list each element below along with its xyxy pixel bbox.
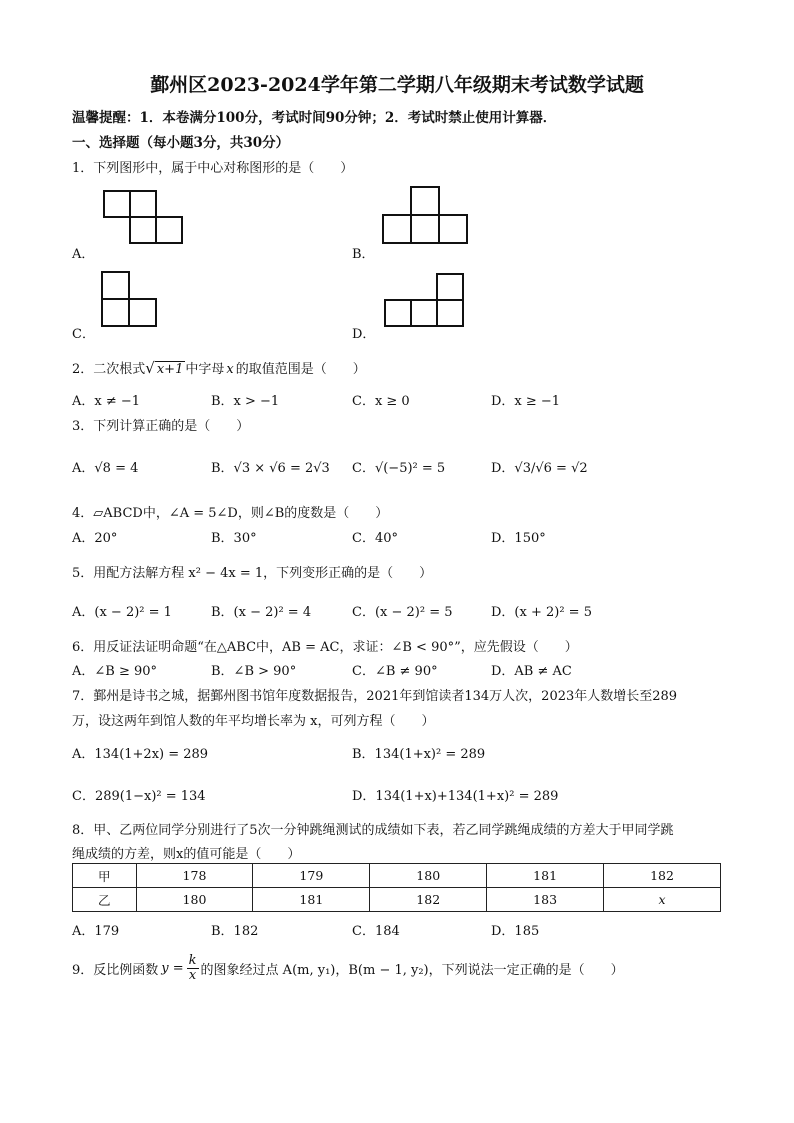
q1-label-b: B． — [352, 247, 375, 262]
q2-option-b: B．x > −1 — [211, 394, 280, 409]
table-cell: 181 — [487, 864, 604, 888]
q4-option-c: C．40° — [352, 531, 398, 546]
question-9-stem — [72, 954, 624, 983]
figure-option-b — [380, 185, 475, 247]
question-5-stem: 5．用配方法解方程 x² − 4x = 1，下列变形正确的是（ ） — [72, 566, 433, 581]
q9-fraction-denominator: x — [188, 968, 197, 983]
q7-option-a: A．134(1+2x) = 289 — [72, 747, 209, 762]
q9-fraction-numerator: k — [188, 953, 197, 968]
table-cell: 182 — [604, 864, 721, 888]
table-cell: 甲 — [73, 864, 137, 888]
q7-option-b: B．134(1+x)² = 289 — [352, 747, 486, 762]
question-3-stem: 3．下列计算正确的是（ ） — [72, 419, 250, 434]
table-cell: 182 — [370, 888, 487, 912]
q8-option-c: C．184 — [352, 924, 400, 939]
q3-option-a: A．√8 = 4 — [72, 461, 139, 476]
table-cell: 179 — [253, 864, 370, 888]
question-7-stem-line-2: 万，设这两年到馆人数的年平均增长率为 x，可列方程（ ） — [72, 714, 435, 729]
q2-stem-part-a: 2．二次根式 — [72, 362, 146, 377]
table-cell: 183 — [487, 888, 604, 912]
table-cell: 180 — [370, 864, 487, 888]
q3-option-c: C．√(−5)² = 5 — [352, 461, 446, 476]
section-heading: 一、选择题（每小题3分，共30分） — [72, 135, 290, 151]
q4-option-d: D．150° — [491, 531, 546, 546]
question-1-stem: 1．下列图形中，属于中心对称图形的是（ ） — [72, 161, 354, 176]
table-cell: 180 — [136, 888, 253, 912]
q2-option-d: D．x ≥ −1 — [491, 394, 561, 409]
table-row — [73, 888, 721, 912]
q6-option-a: A．∠B ≥ 90° — [72, 664, 158, 679]
q1-label-a: A． — [72, 247, 95, 262]
page-title: 鄞州区2023-2024学年第二学期八年级期末考试数学试题 — [150, 74, 644, 96]
q1-label-d: D． — [352, 327, 376, 342]
q6-option-b: B．∠B > 90° — [211, 664, 297, 679]
question-7-stem-line-1: 7．鄞州是诗书之城，据鄞州图书馆年度数据报告，2021年到馆读者134万人次，2023年人数增长至289 — [72, 689, 678, 704]
q9-function-lhs: y = — [161, 961, 184, 976]
table-cell: 178 — [136, 864, 253, 888]
score-table — [72, 863, 721, 912]
figure-option-a — [100, 189, 190, 247]
q7-option-c: C．289(1−x)² = 134 — [72, 789, 206, 804]
figure-option-c — [100, 270, 162, 330]
table-cell: x — [604, 888, 721, 912]
q7-option-d: D．134(1+x)+134(1+x)² = 289 — [352, 789, 559, 804]
q6-option-c: C．∠B ≠ 90° — [352, 664, 438, 679]
q2-variable: x — [226, 362, 234, 377]
q2-radicand: x+1 — [156, 362, 184, 377]
figure-option-d — [383, 272, 471, 330]
q8-option-d: D．185 — [491, 924, 540, 939]
q3-option-d: D．√3/√6 = √2 — [491, 461, 588, 476]
q2-option-c: C．x ≥ 0 — [352, 394, 410, 409]
table-row — [73, 864, 721, 888]
q2-stem-part-b: 中字母 — [185, 362, 225, 377]
q6-option-d: D．AB ≠ AC — [491, 664, 572, 679]
q9-stem-part-b: 的图象经过点 A(m, y₁)，B(m − 1, y₂)，下列说法一定正确的是（ ） — [200, 963, 624, 978]
q1-label-c: C． — [72, 327, 95, 342]
table-cell: 181 — [253, 888, 370, 912]
q9-fraction — [187, 954, 199, 983]
q8-option-b: B．182 — [211, 924, 259, 939]
q9-stem-part-a: 9．反比例函数 — [72, 963, 159, 978]
question-8-stem-line-2: 绳成绩的方差，则x的值可能是（ ） — [72, 847, 301, 862]
table-cell: 乙 — [73, 888, 137, 912]
q5-option-a: A．(x − 2)² = 1 — [72, 605, 172, 620]
q5-option-d: D．(x + 2)² = 5 — [491, 605, 592, 620]
q8-option-a: A．179 — [72, 924, 120, 939]
q5-option-b: B．(x − 2)² = 4 — [211, 605, 312, 620]
q3-option-b: B．√3 × √6 = 2√3 — [211, 461, 330, 476]
q2-stem-part-c: 的取值范围是（ ） — [235, 362, 366, 377]
sqrt-symbol: √ — [145, 359, 155, 377]
q4-option-a: A．20° — [72, 531, 118, 546]
question-4-stem: 4．▱ABCD中，∠A = 5∠D，则∠B的度数是（ ） — [72, 506, 389, 521]
exam-tip: 温馨提醒：1．本卷满分100分，考试时间90分钟；2．考试时禁止使用计算器． — [72, 110, 557, 126]
question-6-stem: 6．用反证法证明命题“在△ABC中，AB = AC，求证：∠B < 90°”，应先假设（ ） — [72, 640, 578, 655]
question-2-stem — [72, 358, 366, 377]
q5-option-c: C．(x − 2)² = 5 — [352, 605, 453, 620]
question-8-stem-line-1: 8．甲、乙两位同学分别进行了5次一分钟跳绳测试的成绩如下表，若乙同学跳绳成绩的方差大于甲同学跳 — [72, 823, 674, 838]
q4-option-b: B．30° — [211, 531, 257, 546]
q2-option-a: A．x ≠ −1 — [72, 394, 141, 409]
